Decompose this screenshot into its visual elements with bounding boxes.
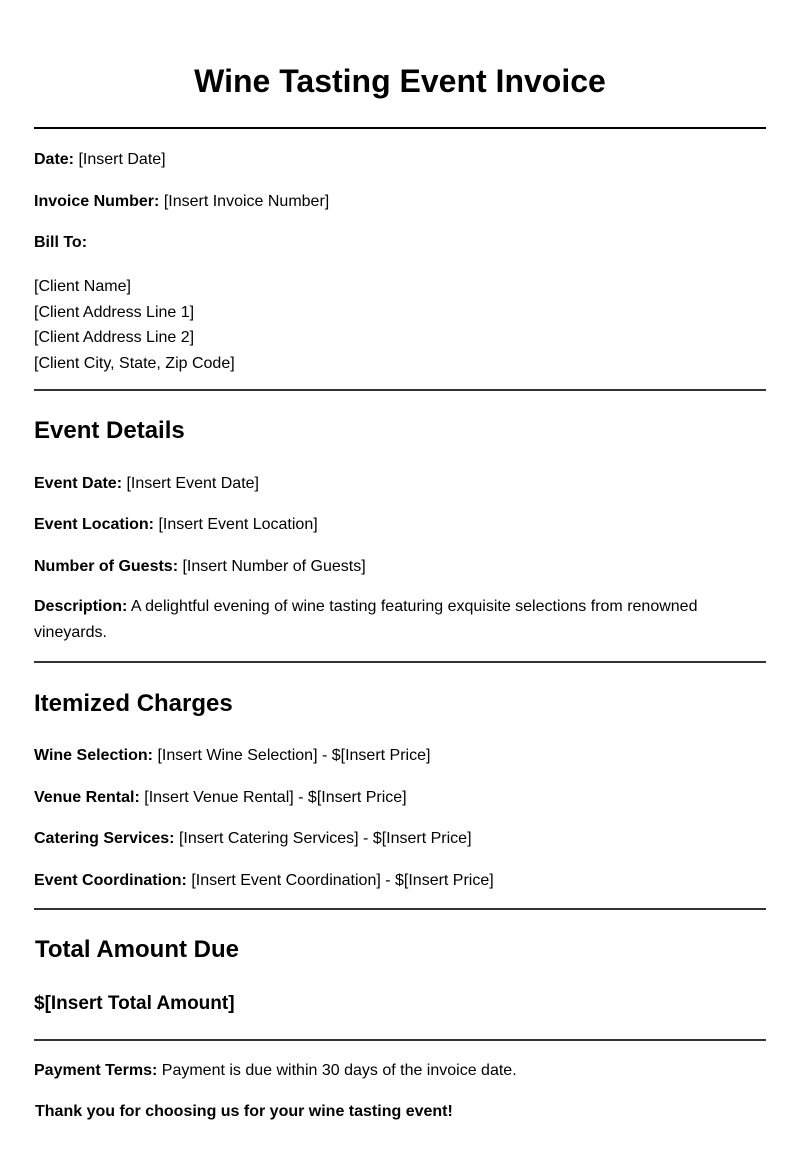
- bill-to-label: [34, 233, 87, 253]
- invoice-number-value: [Insert Invoice Number]: [163, 193, 330, 210]
- divider-title: [34, 127, 766, 129]
- divider-bill-to: [34, 389, 766, 391]
- charge-value: [Insert Venue Rental] - $[Insert Price]: [144, 789, 407, 806]
- invoice-number-line: [34, 192, 329, 212]
- description-value: A delightful evening of wine tasting featuring exquisite selections from renowned vineyards.: [34, 598, 698, 641]
- client-name: [Client Name]: [34, 278, 131, 295]
- charge-label: Venue Rental:: [34, 789, 140, 806]
- itemized-charges-heading: Itemized Charges: [34, 690, 233, 717]
- charge-item: [34, 746, 430, 766]
- charge-item: [34, 829, 472, 849]
- charge-value: [Insert Wine Selection] - $[Insert Price]: [157, 747, 431, 764]
- client-address-block: [34, 274, 235, 377]
- total-amount-heading: Total Amount Due: [35, 936, 239, 963]
- date-line: [34, 150, 166, 170]
- charge-item: [34, 788, 407, 808]
- invoice-number-label: Invoice Number:: [34, 193, 160, 210]
- date-value: [Insert Date]: [78, 151, 166, 168]
- client-address-line-1: [Client Address Line 1]: [34, 303, 195, 321]
- guests-label: Number of Guests:: [34, 558, 179, 575]
- charge-item: [34, 871, 494, 891]
- divider-event-details: [34, 661, 766, 663]
- charge-value: [Insert Catering Services] - $[Insert Price]: [178, 830, 472, 847]
- client-city-state-zip: [Client City, State, Zip Code]: [34, 355, 235, 373]
- charge-label: Catering Services:: [34, 830, 175, 847]
- thank-you-message: Thank you for choosing us for your wine tasting event!: [35, 1103, 453, 1120]
- invoice-title: Wine Tasting Event Invoice: [194, 63, 606, 99]
- charge-value: [Insert Event Coordination] - $[Insert Price]: [191, 872, 494, 889]
- total-amount-value: $[Insert Total Amount]: [34, 993, 235, 1014]
- divider-total: [34, 1039, 766, 1041]
- event-location-label: Event Location:: [34, 516, 155, 533]
- payment-terms-label: Payment Terms:: [34, 1062, 158, 1079]
- event-location-value: [Insert Event Location]: [158, 516, 318, 533]
- charge-label: Wine Selection:: [34, 747, 153, 764]
- event-location-line: [34, 515, 318, 535]
- description-label: Description:: [34, 598, 128, 615]
- event-details-heading: Event Details: [34, 417, 185, 444]
- event-date-line: [34, 474, 259, 494]
- event-date-value: [Insert Event Date]: [126, 475, 259, 492]
- guests-line: [34, 557, 366, 577]
- date-label: Date:: [34, 151, 75, 168]
- bill-to-label-text: Bill To:: [34, 234, 88, 251]
- payment-terms-line: [34, 1061, 517, 1081]
- description-line: [34, 594, 724, 646]
- divider-charges: [34, 908, 766, 910]
- event-date-label: Event Date:: [34, 475, 123, 492]
- client-address-line-2: [Client Address Line 2]: [34, 329, 195, 347]
- charge-label: Event Coordination:: [34, 872, 187, 889]
- payment-terms-value: Payment is due within 30 days of the invoice date.: [161, 1062, 517, 1079]
- guests-value: [Insert Number of Guests]: [182, 558, 366, 575]
